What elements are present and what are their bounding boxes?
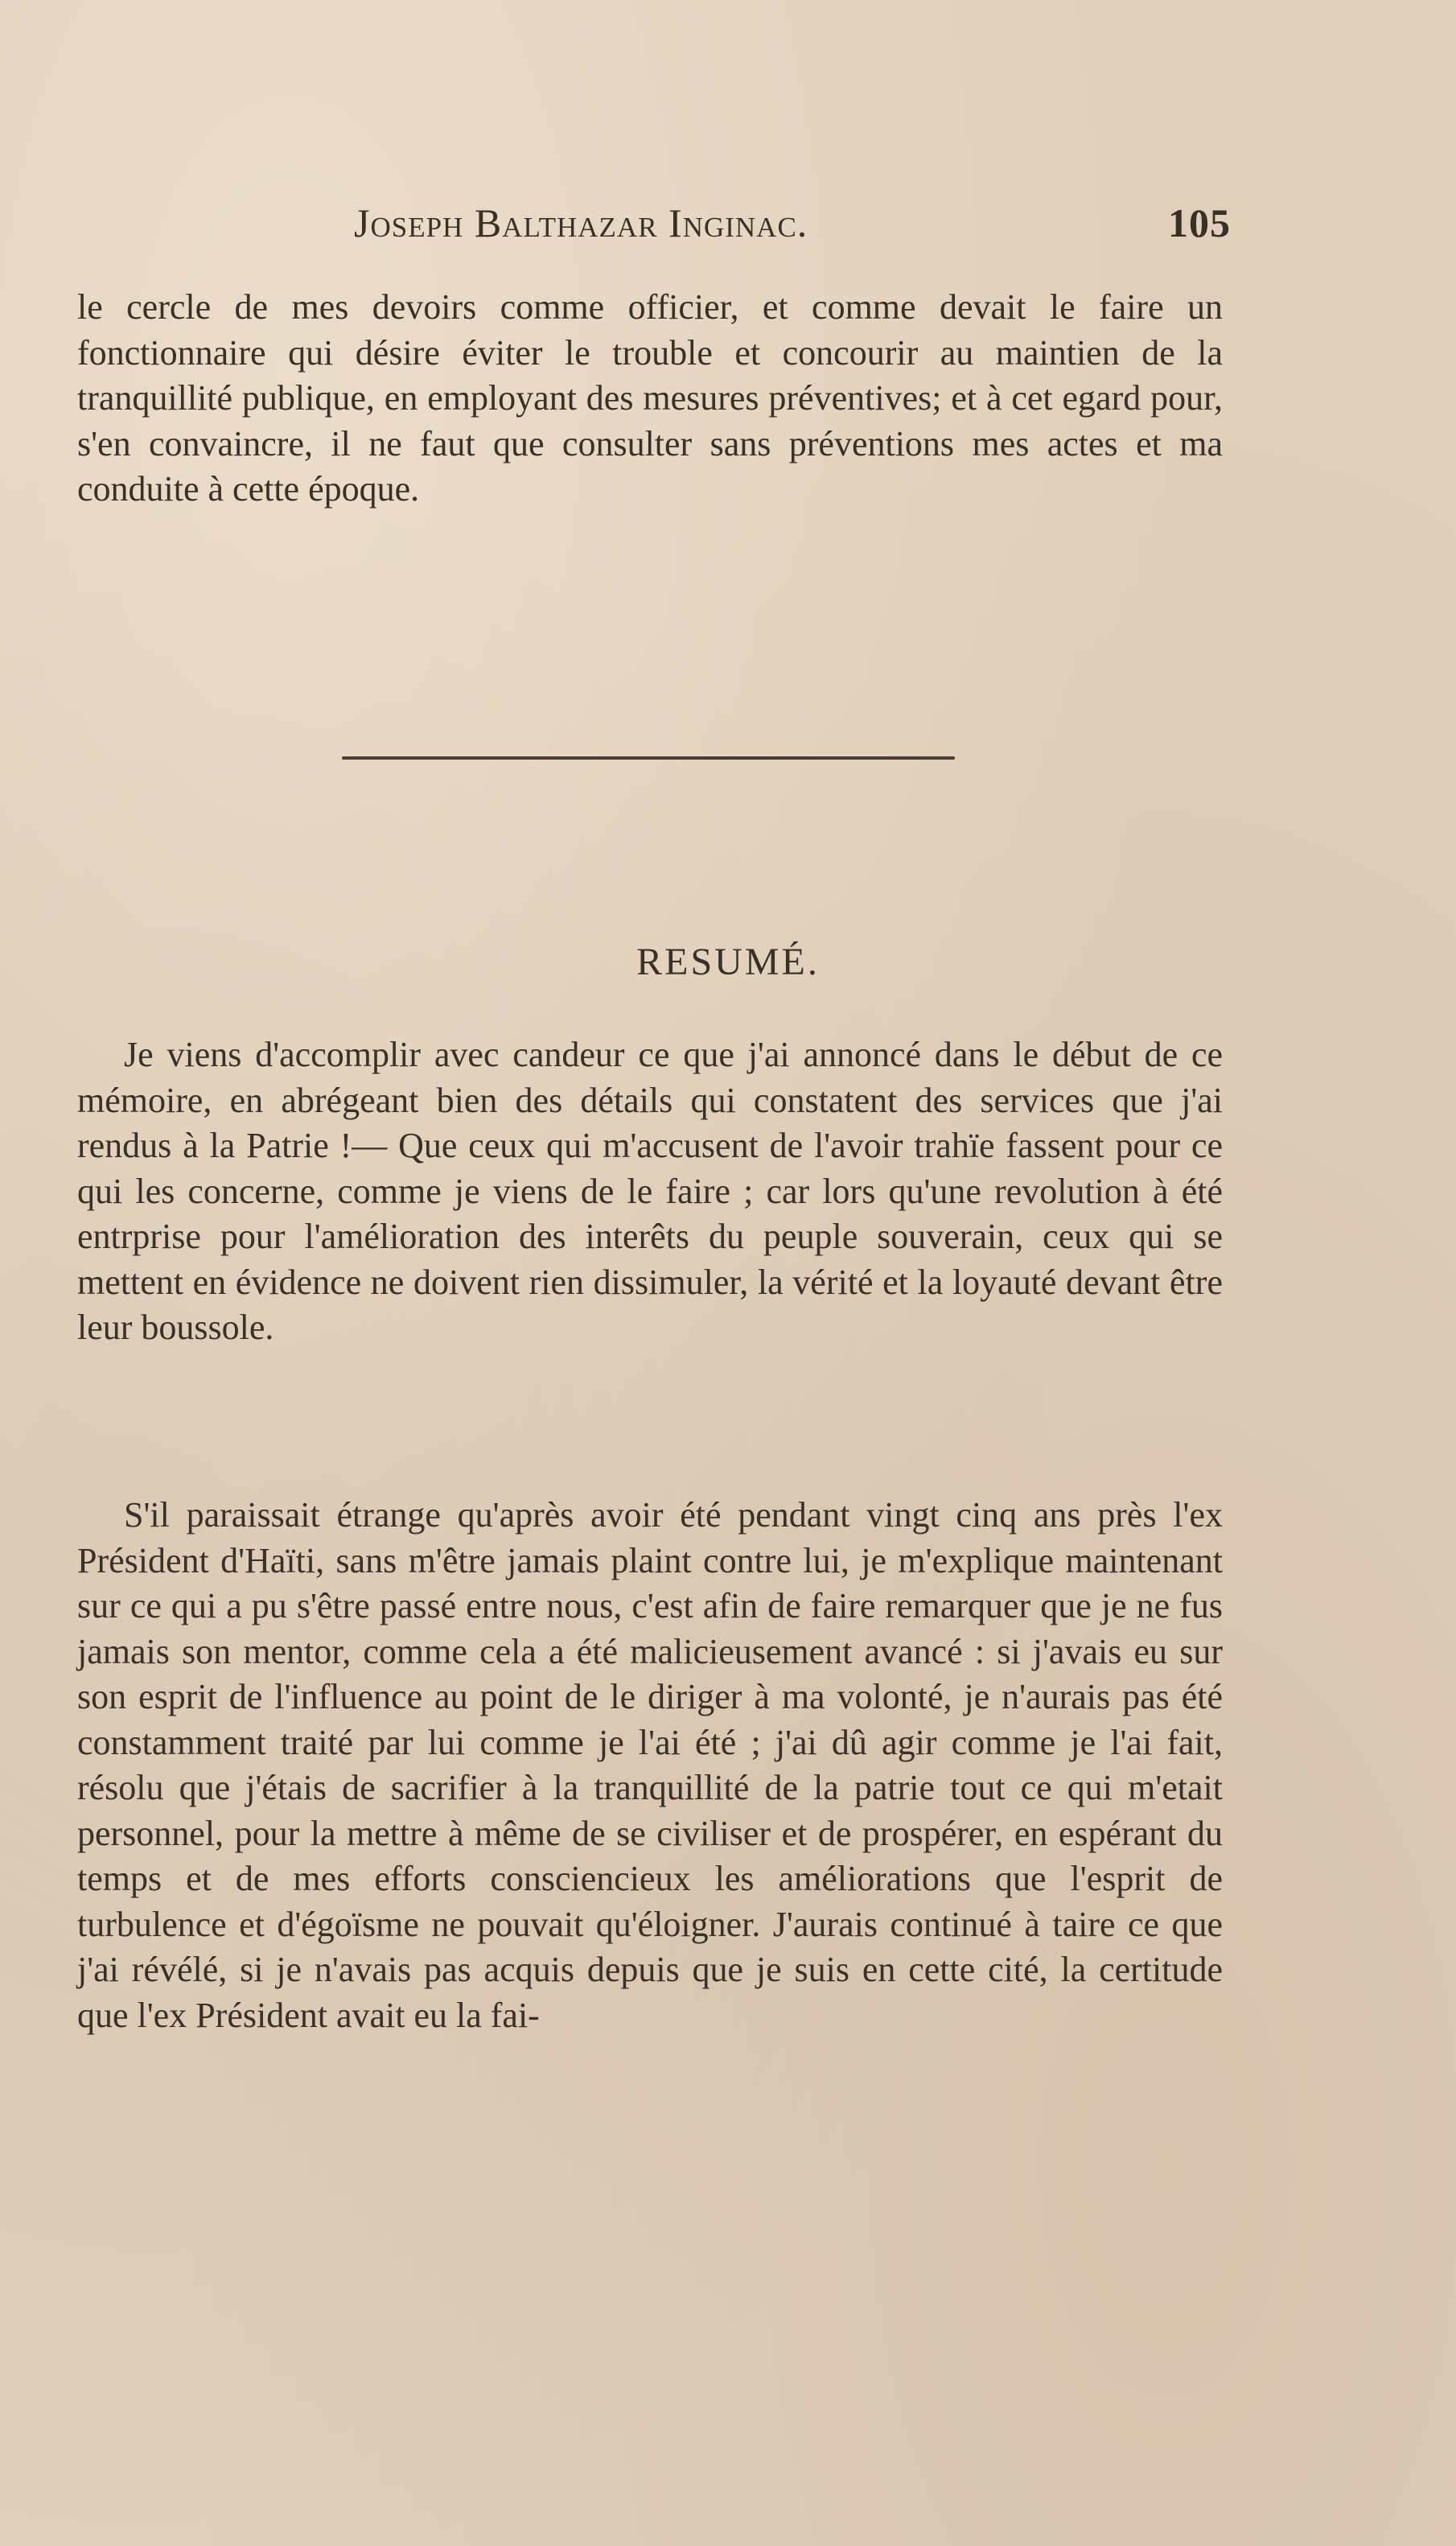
section-title: RESUMÉ. xyxy=(636,941,820,983)
paragraph-text: Je viens d'accomplir avec candeur ce que j'ai annoncé dans le début de ce mémoire, en abrégeant bien des détails qui constatent des services que j'ai rendus à la Patrie !— Que ceux qui m'accusent de l'avoir trahïe fassent pour ce qui les concerne, comme je viens de le faire ; car lors qu'une revolution à été entrprise pour l'amélioration des interêts du peuple souverain, ceux qui se mettent en évidence ne doivent rien dissimuler, la vérité et la loyauté devant être leur boussole. xyxy=(77,1035,1223,1347)
page-number: 105 xyxy=(1168,200,1231,245)
paragraph-continued xyxy=(77,285,1223,513)
page-header xyxy=(354,200,1231,248)
section-divider-rule xyxy=(342,756,955,760)
paragraph xyxy=(77,1493,1223,2038)
paragraph-text: S'il paraissait étrange qu'après avoir été pendant vingt cinq ans près l'ex Président d'Haïti, sans m'être jamais plaint contre lui, je m'explique maintenant sur ce qui a pu s'être passé entre nous, c'est afin de faire remarquer que je ne fus jamais son mentor, comme cela a été malicieusement avancé : si j'avais eu sur son esprit de l'influence au point de le diriger à ma volonté, je n'aurais pas été constamment traité par lui comme je l'ai été ; j'ai dû agir comme je l'ai fait, résolu que j'étais de sacrifier à la tranquillité de la patrie tout ce qui m'etait personnel, pour la mettre à même de se civiliser et de prospérer, en espérant du temps et de mes efforts consciencieux les améliorations que l'esprit de turbulence et d'égoïsme ne pouvait qu'éloigner. J'aurais continué à taire ce que j'ai révélé, si je n'avais pas acquis depuis que je suis en cette cité, la certitude que l'ex Président avait eu la fai- xyxy=(77,1495,1223,2035)
running-title: Joseph Balthazar Inginac. xyxy=(354,200,808,245)
paragraph-text: le cercle de mes devoirs comme officier, et comme devait le faire un fonctionnaire qui désire éviter le trouble et concourir au maintien de la tranquillité publique, en employant des mesures préventives; et à cet egard pour, s'en convaincre, il ne faut que consulter sans préventions mes actes et ma conduite à cette époque. xyxy=(77,287,1223,509)
paragraph xyxy=(77,1032,1223,1351)
